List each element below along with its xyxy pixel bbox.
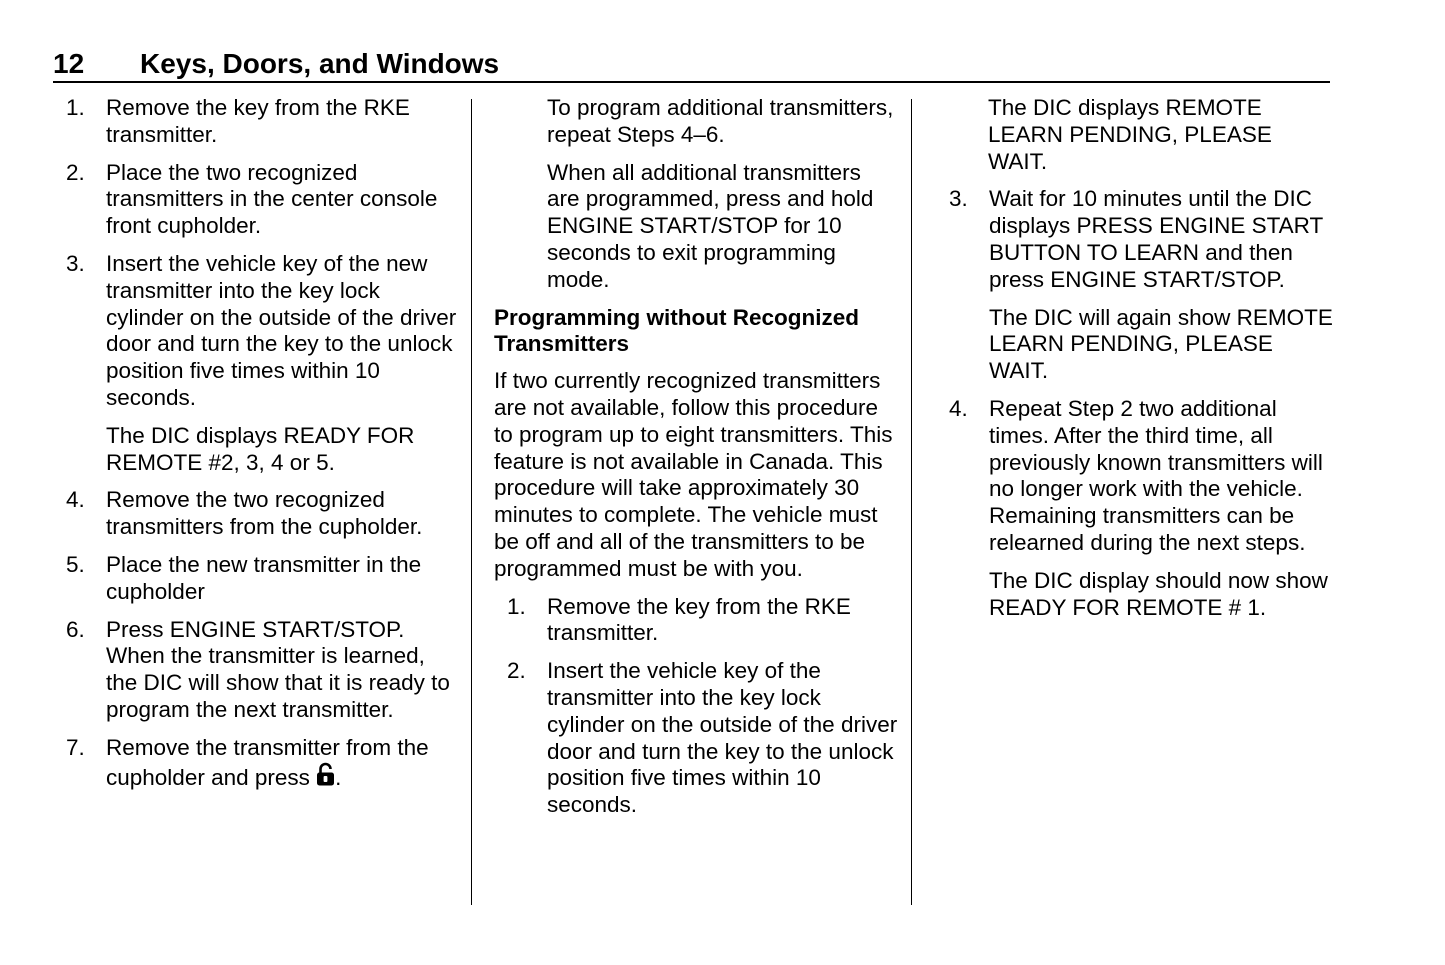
step-text-end: . bbox=[335, 764, 342, 790]
step-note: The DIC displays READY FOR REMOTE #2, 3, 4 or 5. bbox=[106, 422, 415, 475]
step-text bbox=[106, 735, 462, 792]
step-3 bbox=[62, 251, 462, 476]
column-2 bbox=[494, 95, 899, 830]
section-intro-paragraph: If two currently recognized transmitters are not available, follow this procedure to program up to eight transmitters. This feature is not available in Canada. This procedure will take approximately 30 minutes to complete. The vehicle must be off and all of the transmitters to be programmed must be with you. bbox=[494, 368, 893, 581]
step-text: Remove the key from the RKE transmitter. bbox=[547, 593, 851, 646]
step-number: 2. bbox=[66, 159, 85, 185]
page-number: 12 bbox=[53, 48, 85, 79]
step-note: The DIC will again show REMOTE LEARN PENDING, PLEASE WAIT. bbox=[989, 304, 1333, 384]
step-text: Place the two recognized transmitters in the center console front cupholder. bbox=[106, 159, 438, 239]
section-heading: Programming without Recognized Transmitters bbox=[494, 304, 860, 357]
step-1 bbox=[503, 594, 899, 648]
step-number: 1. bbox=[66, 95, 85, 120]
procedure-steps bbox=[494, 594, 899, 819]
step-4 bbox=[62, 487, 462, 541]
step-text: Wait for 10 minutes until the DIC displays PRESS ENGINE START BUTTON TO LEARN and then press ENGINE START/STOP. bbox=[989, 186, 1323, 292]
column-divider-2 bbox=[911, 99, 912, 905]
step-text: Insert the vehicle key of the new transmitter into the key lock cylinder on the outside of the driver door and turn the key to the unlock position five times within 10 seconds. bbox=[106, 250, 457, 410]
step-number: 1. bbox=[507, 593, 526, 619]
step-text-main: Remove the transmitter from the cupholder and press bbox=[106, 734, 429, 790]
chapter-title: Keys, Doors, and Windows bbox=[140, 48, 500, 79]
step-number: 5. bbox=[66, 551, 85, 577]
step-2 bbox=[62, 160, 462, 240]
remote-learn-pending-paragraph: The DIC displays REMOTE LEARN PENDING, PLEASE WAIT. bbox=[988, 95, 1272, 174]
step-7 bbox=[62, 735, 462, 792]
step-text: Place the new transmitter in the cupholder bbox=[106, 551, 422, 604]
step-number: 6. bbox=[66, 616, 85, 642]
step-text: Repeat Step 2 two additional times. After the third time, all previously known transmitters will no longer work with the vehicle. Remaining transmitters can be relearned during the next steps. bbox=[989, 395, 1323, 555]
step-number: 4. bbox=[949, 395, 968, 421]
step-number: 7. bbox=[66, 734, 85, 760]
step-text: Press ENGINE START/STOP. When the transmitter is learned, the DIC will show that it is ready to program the next transmitter. bbox=[106, 616, 450, 722]
step-text: Remove the key from the RKE transmitter. bbox=[106, 95, 410, 147]
step-3 bbox=[945, 186, 1335, 385]
column-divider-1 bbox=[471, 99, 472, 905]
program-additional-paragraph: To program additional transmitters, repeat Steps 4–6. bbox=[547, 95, 894, 147]
step-number: 3. bbox=[66, 250, 85, 276]
lock-icon bbox=[316, 762, 335, 786]
step-number: 4. bbox=[66, 487, 85, 513]
page-header bbox=[53, 47, 1330, 83]
exit-programming-paragraph: When all additional transmitters are programmed, press and hold ENGINE START/STOP for 10 seconds to exit programming mode. bbox=[547, 159, 874, 292]
column-3 bbox=[945, 95, 1335, 632]
step-note: The DIC display should now show READY FOR REMOTE # 1. bbox=[989, 567, 1328, 620]
column-1 bbox=[62, 95, 462, 802]
step-text: Remove the two recognized transmitters from the cupholder. bbox=[106, 487, 423, 540]
step-number: 3. bbox=[949, 186, 968, 212]
step-text: Insert the vehicle key of the transmitter into the key lock cylinder on the outside of the driver door and turn the key to the unlock position five times within 10 seconds. bbox=[547, 658, 898, 818]
step-6 bbox=[62, 617, 462, 724]
step-number: 2. bbox=[507, 658, 526, 684]
step-4 bbox=[945, 396, 1335, 621]
step-2 bbox=[503, 658, 899, 819]
step-5 bbox=[62, 552, 462, 606]
step-1 bbox=[62, 95, 462, 149]
